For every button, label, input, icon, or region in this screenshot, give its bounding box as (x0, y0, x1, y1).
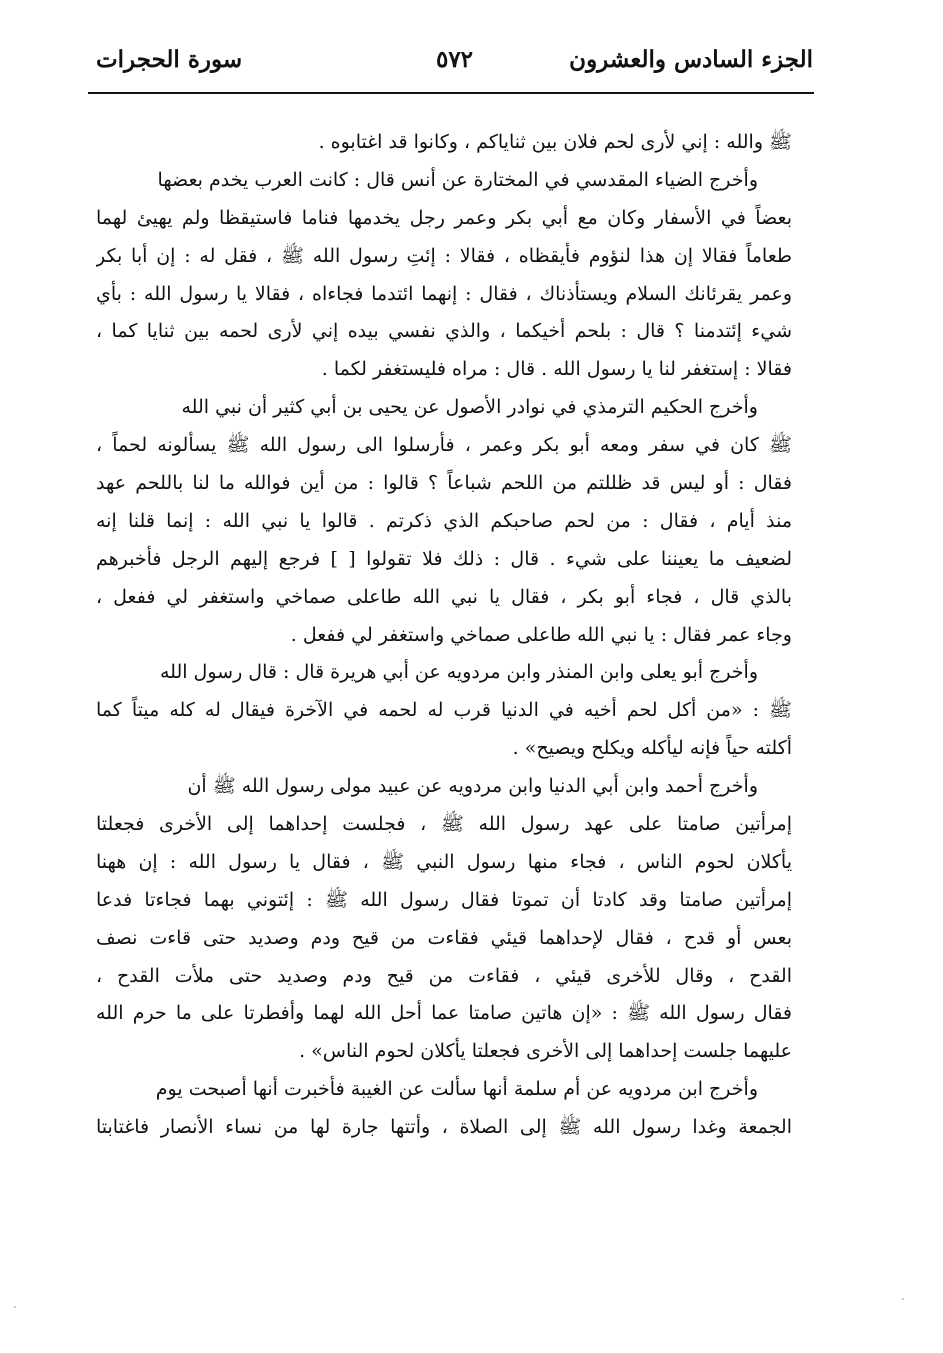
text-line: لضعيف ما يعيننا على شيء . قال : ذلك فلا تقولوا [ ] فرجع إليهم الرجل فأخبرهم (96, 547, 792, 570)
text-line: ﷺ : «من أكل لحم أخيه في الدنيا قرب له لحمه في الآخرة فيقال له كله ميتاً كما (96, 699, 792, 722)
text-line: شيء إئتدمنا ؟ قال : بلحم أخيكما ، والذي نفسي بيده إني لأرى لحمه بين ثنايا كما ، (96, 320, 792, 343)
juz-title: الجزء السادس والعشرون (569, 46, 813, 73)
text-line: بالذي قال ، فجاء أبو بكر ، فقال يا نبي الله طاعلى صماخي واستغفر لي ففعل ، (96, 585, 792, 608)
text-line: وأخرج أبو يعلى وابن المنذر وابن مردويه عن أبي هريرة قال : قال رسول الله (159, 661, 758, 684)
text-line: فقالا : إستغفر لنا يا رسول الله . قال : مراه فليستغفر لكما . (321, 358, 792, 381)
text-line: إمرأتين صامتا وقد كادتا أن تموتا فقال رسول الله ﷺ : إئتوني بهما فجاءتا فدعا (96, 888, 792, 911)
scan-speck (902, 1298, 904, 1300)
text-line: بعضاً في الأسفار وكان مع أبي بكر وعمر رجل يخدمها فناما فاستيقظا ولم يهيئ لهما (96, 206, 792, 229)
text-line: منذ أيام ، فقال : من لحم صاحبكم الذي ذكرتم . قالوا يا نبي الله : إنما قلنا إنه (96, 509, 792, 532)
text-line: عليهما جلست إحداهما إلى الأخرى فجعلتا يأكلان لحوم الناس» . (299, 1040, 792, 1063)
text-line: ﷺ والله : إني لأرى لحم فلان بين ثناياكم ، وكانوا قد اغتابوه . (318, 131, 792, 153)
text-line: وأخرج الضياء المقدسي في المختارة عن أنس قال : كانت العرب يخدم بعضها (157, 168, 758, 191)
text-line: فقال : أو ليس قد ظللتم من اللحم شباعاً ؟ قالوا : من أين فوالله ما لنا باللحم عهد (96, 472, 792, 495)
text-line: طعاماً فقالا إن هذا لنؤوم فأيقظاه ، فقالا : إئتِ رسول الله ﷺ ، فقل له : إن أبا بكر (96, 244, 792, 267)
header-divider (88, 92, 814, 94)
body-text (96, 124, 792, 1147)
text-line: بعس أو قدح ، فقال لإحداهما قيئي فقاءت من قيح ودم وصديد حتى قاءت نصف (96, 926, 792, 949)
scan-speck (14, 1306, 16, 1308)
text-line: وعمر يقرئانك السلام ويستأذناك ، فقال : إنهما ائتدما فجاءاه ، فقالا يا رسول الله : بأي (96, 282, 792, 305)
text-line: يأكلان لحوم الناس ، فجاء منها رسول النبي ﷺ ، فقال يا رسول الله : إن ههنا (96, 850, 792, 873)
text-line: أكلته حياً فإنه ليأكله ويكلح ويصيح» . (512, 737, 792, 760)
text-line: ﷺ كان في سفر ومعه أبو بكر وعمر ، فأرسلوا الى رسول الله ﷺ يسألونه لحماً ، (96, 434, 792, 457)
page-number: ٥٧٢ (435, 46, 474, 73)
text-line: وأخرج ابن مردويه عن أم سلمة أنها سألت عن الغيبة فأخبرت أنها أصبحت يوم (155, 1078, 758, 1101)
text-line: وأخرج الحكيم الترمذي في نوادر الأصول عن يحيى بن أبي كثير أن نبي الله (181, 396, 758, 419)
text-line: فقال رسول الله ﷺ : «إن هاتين صامتا عما أحل الله لهما وأفطرتا على ما حرم الله (96, 1002, 792, 1025)
surah-title: سورة الحجرات (96, 46, 243, 73)
text-line: القدح ، وقال للأخرى قيئي ، فقاءت من قيح ودم وصديد حتى ملأت القدح ، (96, 964, 792, 987)
running-header (96, 46, 813, 86)
text-line: وأخرج أحمد وابن أبي الدنيا وابن مردويه عن عبيد مولى رسول الله ﷺ أن (187, 775, 758, 798)
text-line: وجاء عمر فقال : يا نبي الله طاعلى صماخي واستغفر لي ففعل . (290, 623, 792, 646)
text-line: الجمعة وغدا رسول الله ﷺ إلى الصلاة ، وأتتها جارة لها من نساء الأنصار فاغتابتا (96, 1116, 792, 1139)
text-line: إمرأتين صامتا على عهد رسول الله ﷺ ، فجلست إحداهما إلى الأخرى فجعلتا (96, 813, 792, 836)
